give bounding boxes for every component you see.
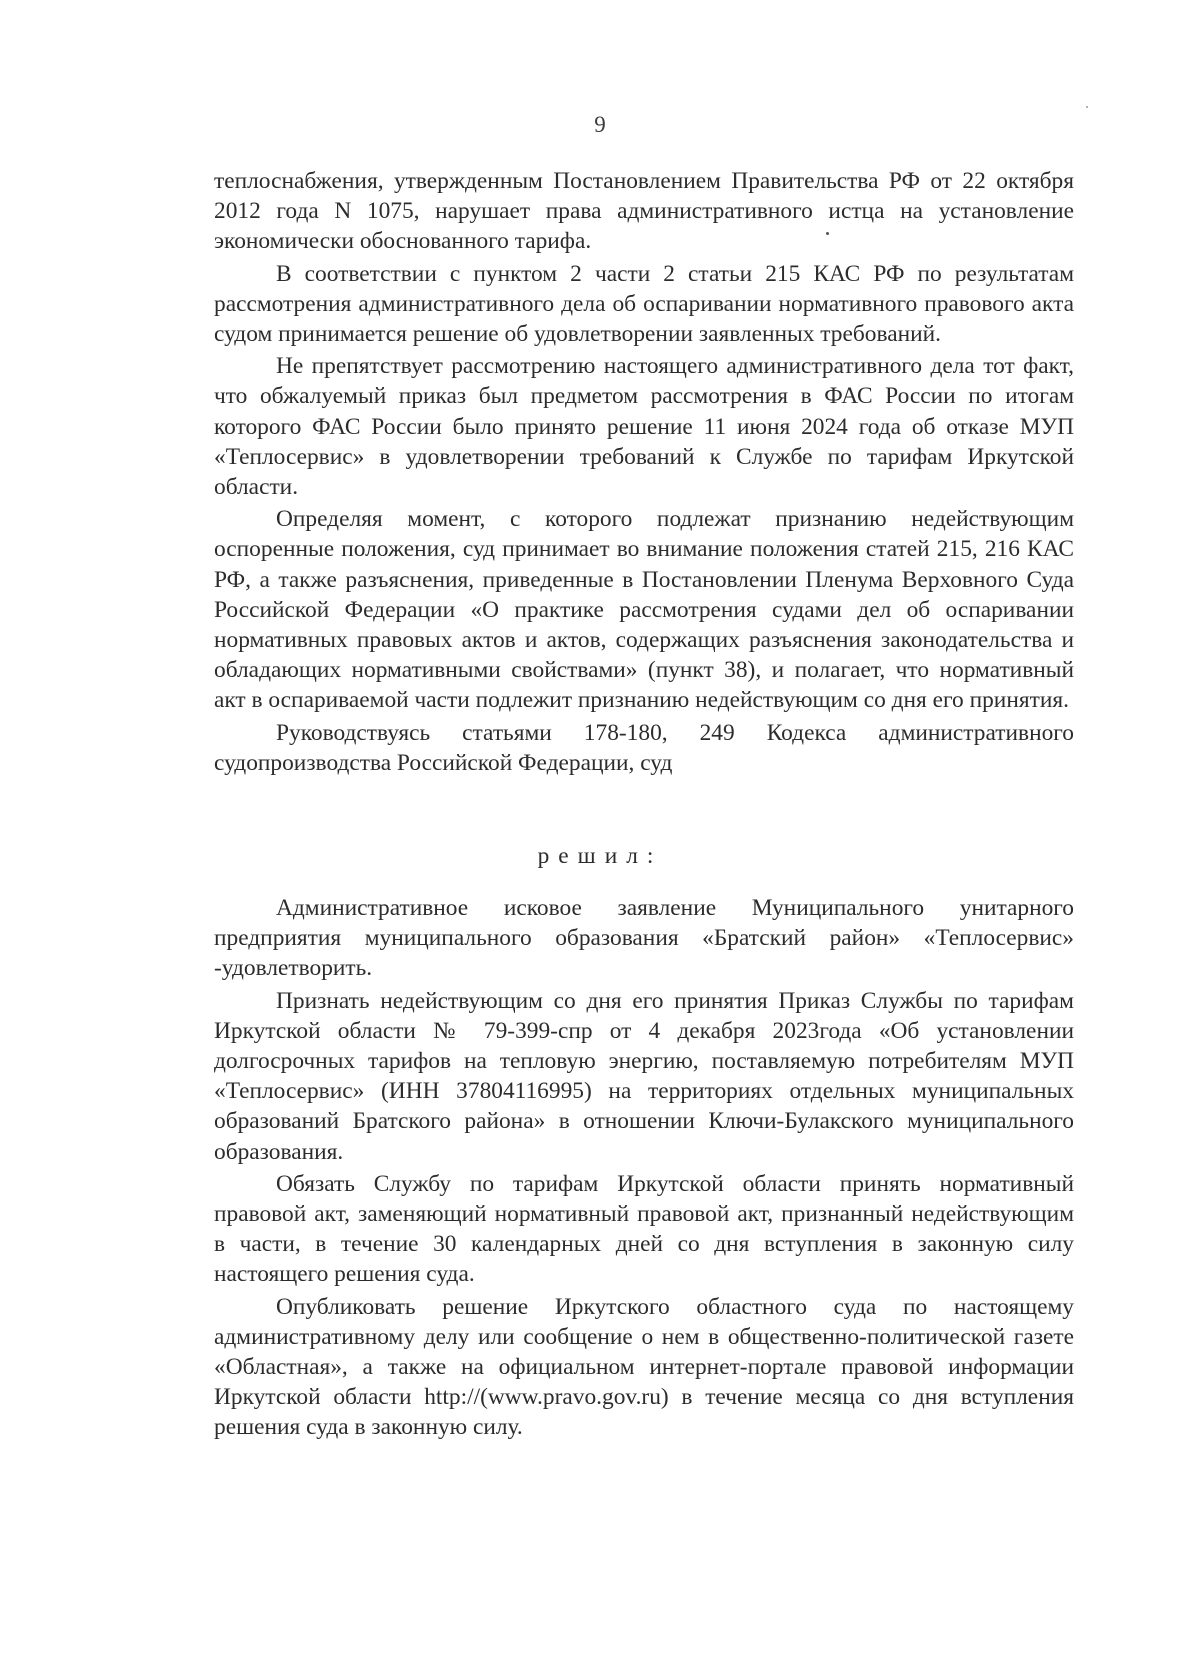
paragraph-publication: Опубликовать решение Иркутского областного суда по настоящему административному делу или сообщение о нем в общественно-политической газете «Областная», а также на официальном интернет-портале правовой информации Иркутской области http://(www.pravo.gov.ru) в течение месяца со дня вступления решения суда в законную силу. xyxy=(214,1293,1074,1441)
body-text-bottom xyxy=(214,893,1074,1445)
body-text-top xyxy=(214,166,1074,780)
paragraph-plenum: Определяя момент, с которого подлежат признанию недействующим оспоренные положения, суд принимает во внимание положения статей 215, 216 КАС РФ, а также разъяснения, приведенные в Постановлении Пленума Верховного Суда Российской Федерации «О практике рассмотрения судами дел об оспаривании нормативных правовых актов и актов, содержащих разъяснения законодательства и обладающих нормативными свойствами» (пункт 38), и полагает, что нормативный акт в оспариваемой части подлежит признанию недействующим со дня его принятия. xyxy=(214,506,1074,714)
resolution-heading: решил: xyxy=(537,843,663,869)
scan-speck xyxy=(1086,106,1088,108)
paragraph-guided-by: Руководствуясь статьями 178-180, 249 Кодекса административного судопроизводства Российской Федерации, суд xyxy=(214,719,1074,776)
paragraph-fas-decision: Не препятствует рассмотрению настоящего административного дела тот факт, что обжалуемый приказ был предметом рассмотрения в ФАС России по итогам которого ФАС России было принято решение 11 июня 2024 года об отказе МУП «Теплосервис» в удовлетворении требований к Службе по тарифам Иркутской области. xyxy=(214,353,1074,501)
paragraph-continuation: теплоснабжения, утвержденным Постановлением Правительства РФ от 22 октября 2012 года N 1075, нарушает права административного истца на установление экономически обоснованного тарифа. xyxy=(214,168,1074,255)
paragraph-order-invalid: Признать недействующим со дня его принятия Приказ Службы по тарифам Иркутской области № 79-399-спр от 4 декабря 2023года «Об установлении долгосрочных тарифов на тепловую энергию, поставляемую потребителям МУП «Теплосервис» (ИНН 37804116995) на территориях отдельных муниципальных образований Братского района» в отношении Ключи-Булакского муниципального образования. xyxy=(214,987,1074,1165)
scan-speck xyxy=(826,232,829,235)
paragraph-obligation: Обязать Службу по тарифам Иркутской области принять нормативный правовой акт, заменяющий нормативный правовой акт, признанный недействующим в части, в течение 30 календарных дней со дня вступления в законную силу настоящего решения суда. xyxy=(214,1170,1074,1288)
paragraph-claim-satisfied: Административное исковое заявление Муниципального унитарного предприятия муниципального образования «Братский район» «Теплосервис» -удовлетворить. xyxy=(214,895,1074,982)
page-number: 9 xyxy=(594,112,606,137)
paragraph-article-215: В соответствии с пунктом 2 части 2 статьи 215 КАС РФ по результатам рассмотрения административного дела об оспаривании нормативного правового акта судом принимается решение об удовлетворении заявленных требований. xyxy=(214,260,1074,348)
